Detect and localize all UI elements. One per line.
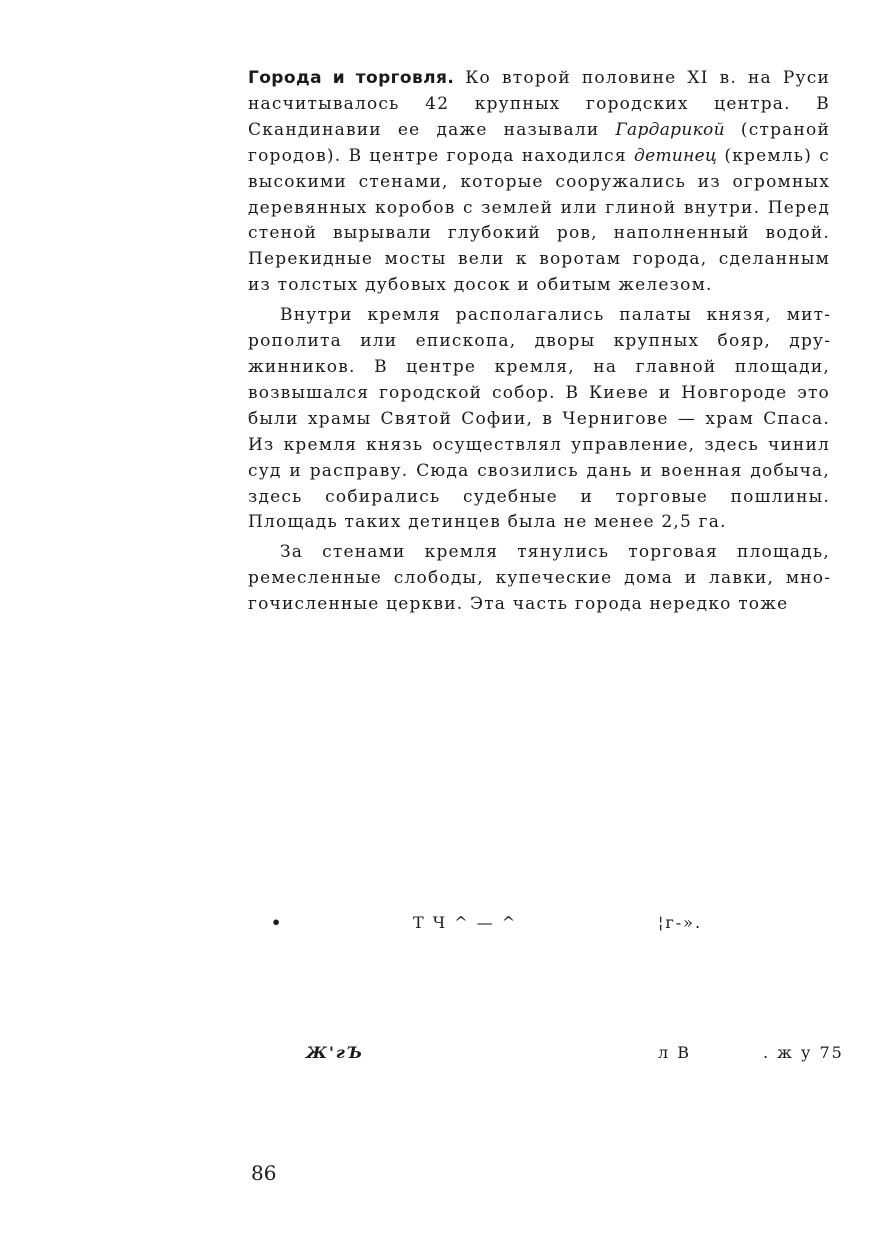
ocr-fragment-zhu: . ж у 75 [763,1043,844,1062]
ocr-fragment-gr: ¦г-». [658,913,703,932]
paragraph-2: Внутри кремля располагались палаты князя, митрополита или епископа, дворы крупных бояр, дружинников. В центре кремля, на главной площади, возвышался городской собор. В Киеве и Новгороде это были храмы Святой Софии, в Чернигове — храм Спаса. Из кремля князь осуществлял управление, здесь чинил суд и расправу. Сюда свозились дань и военная добыча, здесь собирались судебные и торговые пошлины. Площадь таких детинцев была не менее 2,5 га. [248,305,830,533]
ocr-fragment-tch: Т Ч ^ — ^ [413,913,518,932]
paragraph-1-part-b: (страной городов). В центре города находился [248,119,830,166]
ocr-fragment-lv: л В [658,1043,692,1062]
body-text [248,66,830,618]
paragraph-1-part-c: (кремль) с высокими стенами, которые сооружались из огромных деревянных коробов с землей или глиной внутри. Перед стеной вырывали глубокий ров, наполненный водой. Перекидные мосты вели к воротам города, сделанным из толстых дубовых досок и обитым железом. [248,145,831,296]
ocr-fragment-dot: • [271,913,284,932]
section-heading: Города и торговля. [248,68,455,88]
term-detinets: детинец [634,145,718,166]
paragraph-1-part-a: Ко второй половине XI в. на Руси насчитывалось 42 крупных городских центра. В Скандинавии ее даже называли [248,68,830,140]
term-gardarika: Гардарикой [615,119,725,140]
paragraph-3: За стенами кремля тянулись торговая площадь, ремесленные слободы, купеческие дома и лавки, многочисленные церкви. Эта часть города нередко тоже [248,542,830,615]
page-number: 86 [251,1161,277,1185]
paragraph-1 [248,66,830,299]
ocr-fragment-zhg: Ж'гЪ [306,1043,365,1062]
